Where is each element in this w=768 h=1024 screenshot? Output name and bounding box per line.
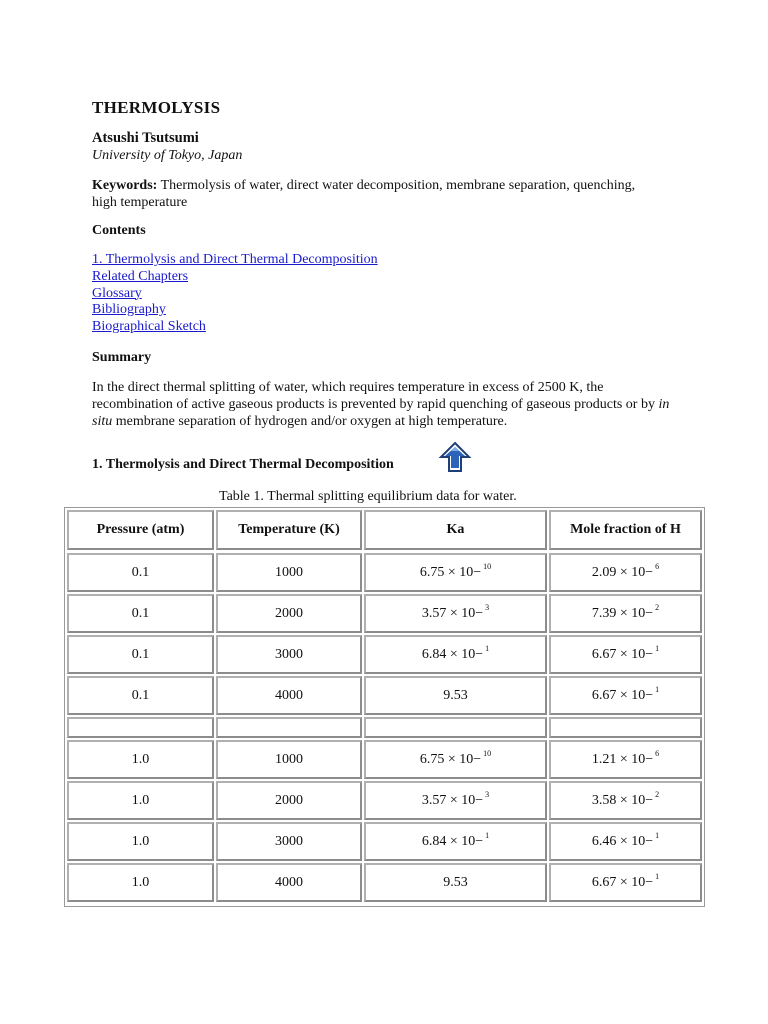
cell-exponent: 3 <box>485 603 490 612</box>
table-cell-mole-fraction <box>549 740 702 779</box>
table-cell-pressure <box>67 635 214 674</box>
summary-paragraph <box>92 379 682 430</box>
cell-exponent: 6 <box>655 749 660 758</box>
table-cell-mole-fraction <box>549 635 702 674</box>
toc-link-biographical-sketch[interactable]: Biographical Sketch <box>92 319 206 335</box>
table-cell-pressure <box>67 781 214 820</box>
table-cell-temperature <box>216 740 362 779</box>
header-mole-fraction: Mole fraction of H <box>549 510 702 550</box>
table-cell-temperature <box>216 781 362 820</box>
table-cell-temperature <box>216 594 362 633</box>
table-cell-mole-fraction <box>549 822 702 861</box>
table-caption: Table 1. Thermal splitting equilibrium data for water. <box>219 489 517 504</box>
table-cell-mole-fraction <box>549 863 702 902</box>
cell-exponent: 2 <box>655 790 660 799</box>
cell-exponent: 1 <box>655 831 660 840</box>
cell-exponent: 1 <box>655 644 660 653</box>
cell-value: 6.75 × 10− <box>419 751 482 767</box>
keywords-text: Thermolysis of water, direct water decomposition, membrane separation, quenching, high temperature <box>92 178 636 210</box>
table-cell-pressure <box>67 740 214 779</box>
table-cell-ka <box>364 676 547 715</box>
cell-exponent: 1 <box>655 872 660 881</box>
cell-value: 6.84 × 10− <box>421 646 484 662</box>
author-affiliation: University of Tokyo, Japan <box>92 148 243 163</box>
table-cell-ka <box>364 553 547 592</box>
cell-value: 0.1 <box>131 605 150 621</box>
cell-value: 6.67 × 10− <box>591 646 654 662</box>
cell-value: 3.58 × 10− <box>591 792 654 808</box>
page-title: THERMOLYSIS <box>92 98 221 117</box>
table-cell-mole-fraction <box>549 594 702 633</box>
cell-value: 0.1 <box>131 564 150 580</box>
cell-value: 1.21 × 10− <box>591 751 654 767</box>
keywords-paragraph <box>92 177 652 211</box>
summary-heading: Summary <box>92 350 152 365</box>
table-cell-ka <box>364 717 547 738</box>
table-cell-ka <box>364 635 547 674</box>
table-cell-temperature <box>216 553 362 592</box>
summary-text-1: In the direct thermal splitting of water, which requires temperature in excess of 2500 K, the recombination of active gaseous products is prevented by rapid quenching of gaseous products or by <box>92 380 659 412</box>
cell-value: 9.53 <box>443 874 468 890</box>
table-cell-temperature <box>216 635 362 674</box>
header-temperature: Temperature (K) <box>216 510 362 550</box>
cell-value: 3000 <box>275 646 303 662</box>
cell-exponent: 1 <box>485 644 490 653</box>
toc-link-thermolysis[interactable]: 1. Thermolysis and Direct Thermal Decomposition <box>92 252 378 267</box>
cell-value: 0.1 <box>131 687 150 703</box>
cell-value: 3.57 × 10− <box>421 605 484 621</box>
cell-exponent: 3 <box>485 790 490 799</box>
cell-value: 2.09 × 10− <box>591 564 654 580</box>
cell-value: 3.57 × 10− <box>421 792 484 808</box>
cell-exponent: 10 <box>483 562 492 571</box>
cell-value: 7.39 × 10− <box>591 605 654 621</box>
table-cell-ka <box>364 740 547 779</box>
table-cell-pressure <box>67 553 214 592</box>
up-arrow-icon[interactable] <box>438 440 472 474</box>
cell-value: 1000 <box>275 564 303 580</box>
equilibrium-data-table <box>64 507 705 907</box>
summary-text-2: membrane separation of hydrogen and/or oxygen at high temperature. <box>112 414 508 429</box>
keywords-label: Keywords: <box>92 178 158 193</box>
table-cell-mole-fraction <box>549 717 702 738</box>
cell-value: 9.53 <box>443 687 468 703</box>
cell-exponent: 1 <box>485 831 490 840</box>
table-cell-ka <box>364 822 547 861</box>
cell-value: 6.67 × 10− <box>591 687 654 703</box>
cell-value: 2000 <box>275 792 303 808</box>
cell-exponent: 10 <box>483 749 492 758</box>
table-cell-mole-fraction <box>549 781 702 820</box>
cell-value: 1.0 <box>131 833 150 849</box>
cell-value: 1.0 <box>131 751 150 767</box>
header-pressure: Pressure (atm) <box>67 510 214 550</box>
table-of-contents <box>92 252 378 336</box>
toc-link-glossary[interactable]: Glossary <box>92 285 142 301</box>
cell-exponent: 2 <box>655 603 660 612</box>
cell-exponent: 1 <box>655 685 660 694</box>
table-cell-pressure <box>67 717 214 738</box>
summary-text-italic: in situ <box>92 397 670 429</box>
table-cell-pressure <box>67 863 214 902</box>
table-cell-ka <box>364 781 547 820</box>
cell-value: 1.0 <box>131 874 150 890</box>
table-cell-pressure <box>67 676 214 715</box>
toc-link-bibliography[interactable]: Bibliography <box>92 302 166 318</box>
header-ka: Ka <box>364 510 547 550</box>
table-cell-pressure <box>67 594 214 633</box>
toc-link-related-chapters[interactable]: Related Chapters <box>92 268 189 284</box>
table-cell-ka <box>364 863 547 902</box>
cell-value: 6.46 × 10− <box>591 833 654 849</box>
contents-heading: Contents <box>92 223 146 238</box>
table-cell-mole-fraction <box>549 676 702 715</box>
cell-value: 1000 <box>275 751 303 767</box>
table-cell-mole-fraction <box>549 553 702 592</box>
cell-value: 3000 <box>275 833 303 849</box>
cell-exponent: 6 <box>655 562 660 571</box>
cell-value: 2000 <box>275 605 303 621</box>
cell-value: 6.84 × 10− <box>421 833 484 849</box>
cell-value: 0.1 <box>131 646 150 662</box>
author-name: Atsushi Tsutsumi <box>92 130 199 146</box>
cell-value: 4000 <box>275 874 303 890</box>
cell-value: 4000 <box>275 687 303 703</box>
cell-value: 6.67 × 10− <box>591 874 654 890</box>
cell-value: 1.0 <box>131 792 150 808</box>
table-cell-temperature <box>216 863 362 902</box>
table-cell-temperature <box>216 717 362 738</box>
table-cell-pressure <box>67 822 214 861</box>
table-cell-temperature <box>216 822 362 861</box>
table-cell-ka <box>364 594 547 633</box>
cell-value: 6.75 × 10− <box>419 564 482 580</box>
table-cell-temperature <box>216 676 362 715</box>
section-heading: 1. Thermolysis and Direct Thermal Decomposition <box>92 457 394 472</box>
